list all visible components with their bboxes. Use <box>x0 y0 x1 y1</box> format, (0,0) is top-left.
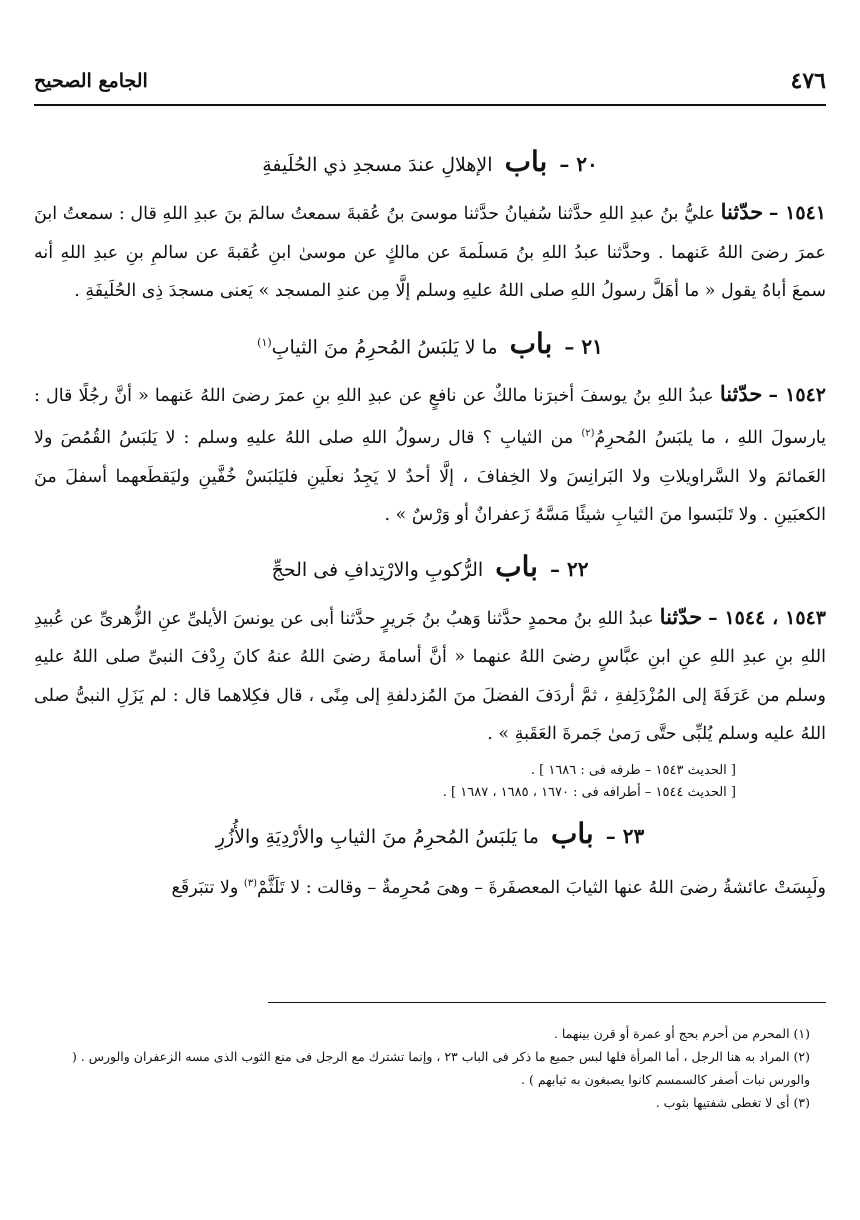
hadith-text: عليُّ بنُ عبدِ اللهِ حدَّثنا سُفيانُ حدَّثنا موسىَ بنُ عُقبةَ سمعتُ سالمَ بنَ عبدِ اللهِ قال : سمعتُ ابنَ عمرَ رضىَ اللهُ عَنهما . وحدَّثنا عبدُ اللهِ بنُ مَسلَمةَ عن مالكٍ عن موسىٰ ابنِ عُقبةَ عن سالمِ بنِ عبدِ اللهِ أنه سمعَ أباهُ يقول « ما أهَلَّ رسولُ اللهِ صلى اللهُ عليهِ وسلم إلَّا مِن عندِ المسجد » يَعنى مسجدَ ذِى الحُلَيفَةِ . <box>34 204 826 301</box>
cross-reference: [ الحديث ١٥٤٣ – طرفه فى : ١٦٨٦ ] . <box>530 762 736 778</box>
bab-word: باب <box>504 145 548 178</box>
chapter-heading <box>34 812 826 859</box>
chapter-number: ٢٢ – <box>549 556 589 581</box>
hadith-text: عبدُ اللهِ بنُ محمدٍ حدَّثنا وَهبُ بنُ جَريرٍ حدَّثنا أبى عن يونسَ الأيلىِّ عنِ الزُّهرىِّ عن عُبيدِ اللهِ بنِ عبدِ اللهِ عنِ ابنِ عبَّاسٍ رضىَ اللهُ عنهما « أنَّ أسامةَ رضىَ اللهُ عنهُ كانَ رِدْفَ النبىِّ صلى اللهُ عليهِ وسلم من عَرَفَةَ إلى المُزْدَلِفةِ ، ثمَّ أردَفَ الفضلَ منَ المُزدلفةِ إلى مِنًى ، قال فكِلاهما قال : لم يَزَلِ النبىُّ صلى اللهُ عليه وسلم يُلبِّى حتَّى رَمىٰ جَمرةَ العَقَبةِ » . <box>34 608 826 745</box>
hadith-text: عبدُ اللهِ بنُ يوسفَ أخبرَنا مالكٌ عن نافعٍ عن عبدِ اللهِ بنِ عمرَ رضىَ اللهُ عَنهما « أنَّ رجُلًا قال : يارسولَ اللهِ ، ما يلبَسُ المُحرِمُ <box>34 385 826 449</box>
footnote-marker: (١) <box>257 335 272 349</box>
haddathana-word: حدّثنا <box>720 199 764 224</box>
chapter-number: ٢٠ – <box>559 152 598 176</box>
chapter-heading <box>34 321 826 369</box>
chapter-number: ٢١ – <box>564 333 603 358</box>
footnote: (٣) أى لا تغطى شفتيها بثوب . <box>655 1095 810 1110</box>
footnote: (١) المحرم من أحرم بحج أو عمرة أو قرن بينهما . <box>553 1026 810 1041</box>
chapter-text <box>34 865 826 907</box>
footnote: (٢) المراد به هنا الرجل ، أما المرأة فلها لبس جميع ما ذكر فى الباب ٢٣ ، وإنما تشترك مع الرجل فى منع الثوب الذى مسه الزعفران والورس . ( والورس نبات أصفر كالسمسم كانوا يصبغون به ثيابهم ) . <box>71 1049 810 1087</box>
haddathana-word: حدّثنا <box>719 380 763 406</box>
hadith-number: ١٥٤١ – <box>768 202 826 224</box>
header-rule <box>34 104 826 106</box>
chapter-title: ما لا يَلبَسُ المُحرِمُ منَ الثيابِ <box>271 335 498 358</box>
hadith-text-continued: من الثيابِ ؟ قال رسولُ اللهِ صلى اللهُ عليهِ وسلم : لا يَلبَسُ القُمُصَ ولا العَمائمَ ولا السَّراويلاتِ ولا البَرانِسَ ولا الخِفافَ ، إلَّا أحدٌ لا يَجِدُ نعلَينِ فليَلبَسْ خُفَّينِ وليَقطَعهما أسفلَ منَ الكعبَينِ . ولا تَلبَسوا منَ الثيابِ شيئًا مَسَّهُ زَعفرانٌ أو وَرْسٌ » . <box>34 428 826 526</box>
footnote-marker: (٣) <box>243 877 258 889</box>
main-text <box>34 140 826 917</box>
haddathana-word: حدّثنا <box>659 603 703 629</box>
hadith-paragraph <box>34 375 826 535</box>
bab-word: باب <box>551 816 594 850</box>
footnotes <box>40 1022 826 1114</box>
chapter-title: الإهلالِ عندَ مسجدِ ذي الحُلَيفةِ <box>262 154 493 176</box>
cross-reference: [ الحديث ١٥٤٤ – أطرافه فى : ١٦٧٠ ، ١٦٨٥ ، ١٦٨٧ ] . <box>442 784 736 800</box>
narration-text: ولَبِسَتْ عائشةُ رضىَ اللهُ عنها الثيابَ المعصفَرةَ – وهىَ مُحرِمةٌ – وقالت : لا تَلَثَّمْ <box>257 877 826 898</box>
page-header <box>34 68 826 102</box>
hadith-number: ١٥٤٢ – <box>768 383 826 406</box>
book-title: الجامع الصحيح <box>34 70 148 92</box>
hadith-number: ١٥٤٣ ، ١٥٤٤ – <box>708 606 826 629</box>
chapter-number: ٢٣ – <box>605 823 645 848</box>
page-number: ٤٧٦ <box>790 68 826 94</box>
hadith-cross-references <box>34 760 736 804</box>
chapter-title: ما يَلبَسُ المُحرِمُ منَ الثيابِ والأرْدِيَةِ والأُزُرِ <box>215 825 539 848</box>
hadith-paragraph <box>34 193 826 311</box>
chapter-title: الرُّكوبِ والارْتِدافِ فى الحجِّ <box>271 558 484 581</box>
hadith-paragraph <box>34 598 826 754</box>
footnote-marker: (٢) <box>581 428 595 440</box>
bab-word: باب <box>509 326 553 360</box>
footnote-rule <box>268 1002 826 1003</box>
chapter-heading <box>34 140 826 187</box>
narration-text-continued: ولا تتبَرقَع <box>171 877 239 898</box>
bab-word: باب <box>495 549 538 583</box>
chapter-heading <box>34 545 826 592</box>
